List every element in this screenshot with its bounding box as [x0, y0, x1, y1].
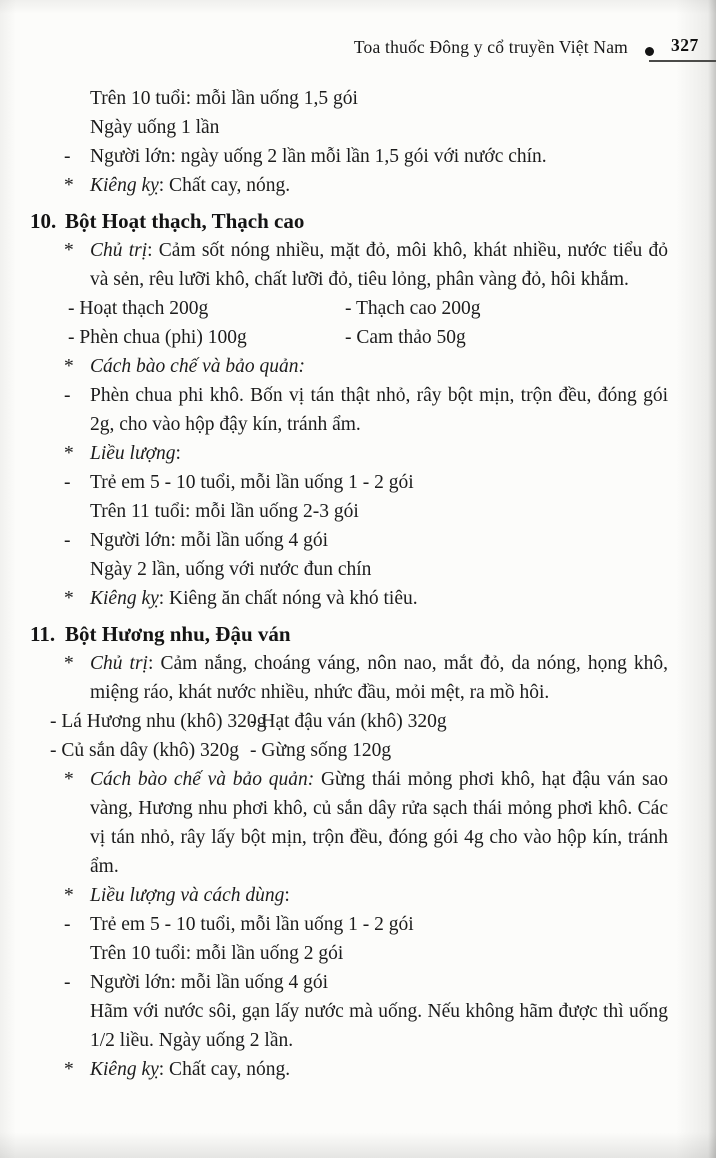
text-line [90, 555, 668, 584]
section-title: Bột Hương nhu, Đậu ván [65, 622, 291, 646]
line-marker: * [64, 240, 74, 261]
line-label: Chủ trị [90, 240, 148, 261]
line-marker: - [64, 972, 71, 993]
line-text: Hãm với nước sôi, gạn lấy nước mà uống. Nếu không hãm được thì uống 1/2 liều. Ngày uống 2 lần. [90, 1001, 668, 1051]
text-line [90, 497, 668, 526]
line-label: Liều lượng [90, 443, 176, 464]
ingredient-right: - Hạt đậu ván (khô) 320g [250, 711, 447, 732]
line-text: Gừng thái mỏng phơi khô, hạt đậu ván sao vàng, Hương nhu phơi khô, củ sắn dây rửa sạch thái mỏng phơi khô. Các vị tán nhỏ, rây lấy bột mịn, trộn đều, đóng gói 4g cho vào hộp kín, tránh ẩm. [90, 769, 669, 877]
line-label: Liều lượng và cách dùng [90, 885, 285, 906]
ingredient-right: - Gừng sống 120g [250, 740, 392, 761]
text-line [64, 968, 668, 997]
line-text: : [284, 885, 290, 906]
text-line [64, 468, 668, 497]
line-marker: - [64, 146, 71, 167]
ingredient-row [68, 323, 668, 352]
text-line [64, 910, 668, 939]
section-number: 10. [30, 209, 57, 233]
text-line [64, 765, 669, 881]
line-label: Chủ trị [90, 653, 148, 674]
text-line [90, 113, 668, 142]
line-marker: * [64, 443, 74, 464]
line-label: Cách bào chế và bảo quản: [90, 356, 305, 377]
line-label: Cách bào chế và bảo quản: [90, 769, 315, 790]
line-marker: * [64, 175, 74, 196]
bullet-icon [645, 47, 654, 56]
line-text: Ngày 2 lần, uống với nước đun chín [90, 559, 372, 580]
section-heading [30, 620, 668, 649]
line-text: : Cảm nắng, choáng váng, nôn nao, mắt đỏ, da nóng, họng khô, miệng ráo, khát nước nhiều, nhức đầu, mỏi mệt, ra mồ hôi. [90, 653, 668, 703]
text-line [90, 939, 668, 968]
ingredient-row [50, 736, 668, 765]
ingredient-left: - Phèn chua (phi) 100g [68, 327, 247, 348]
text-line [64, 142, 668, 171]
ingredient-right: - Thạch cao 200g [345, 298, 481, 319]
section-number: 11. [30, 622, 56, 646]
ingredient-left: - Hoạt thạch 200g [68, 298, 209, 319]
line-text: Trẻ em 5 - 10 tuổi, mỗi lần uống 1 - 2 gói [90, 472, 414, 493]
ingredient-row [50, 707, 668, 736]
line-marker: - [64, 385, 71, 406]
text-line [90, 997, 668, 1055]
line-marker: * [64, 769, 74, 790]
line-label: Kiêng kỵ [90, 1059, 159, 1080]
text-line [64, 881, 668, 910]
page-number: 327 [671, 35, 699, 55]
line-marker: * [64, 1059, 74, 1080]
line-text: Người lớn: mỗi lần uống 4 gói [90, 972, 329, 993]
line-text: : [175, 443, 181, 464]
line-label: Kiêng kỵ [90, 588, 159, 609]
text-line [64, 526, 668, 555]
text-line [64, 1055, 668, 1084]
line-label: Kiêng kỵ [90, 175, 159, 196]
line-marker: * [64, 356, 74, 377]
line-text: : Cảm sốt nóng nhiều, mặt đỏ, môi khô, khát nhiều, nước tiểu đỏ và sẻn, rêu lưỡi khô, chất lưỡi đỏ, tiêu lỏng, phân vàng đỏ, hôi khắm. [90, 240, 669, 290]
line-text: Ngày uống 1 lần [90, 117, 220, 138]
text-line [64, 381, 668, 439]
line-marker: * [64, 885, 74, 906]
header-rule [649, 60, 716, 62]
line-text: Trên 10 tuổi: mỗi lần uống 2 gói [90, 943, 344, 964]
text-line [64, 236, 669, 294]
line-text: Trẻ em 5 - 10 tuổi, mỗi lần uống 1 - 2 gói [90, 914, 414, 935]
text-line [64, 352, 668, 381]
ingredient-left: - Lá Hương nhu (khô) 320g [50, 711, 267, 732]
running-head-title: Toa thuốc Đông y cổ truyền Việt Nam [353, 37, 628, 57]
ingredient-left: - Củ sắn dây (khô) 320g [50, 740, 240, 761]
line-text: : Kiêng ăn chất nóng và khó tiêu. [158, 588, 418, 609]
line-text: Trên 11 tuổi: mỗi lần uống 2-3 gói [90, 501, 359, 522]
section-title: Bột Hoạt thạch, Thạch cao [65, 209, 305, 233]
line-marker: - [64, 472, 71, 493]
line-marker: - [64, 530, 71, 551]
text-line [64, 171, 668, 200]
line-text: : Chất cay, nóng. [158, 175, 291, 196]
text-line [64, 649, 668, 707]
line-marker: * [64, 653, 74, 674]
ingredient-row [68, 294, 668, 323]
line-marker: - [64, 914, 71, 935]
ingredient-right: - Cam thảo 50g [345, 327, 466, 348]
text-line [64, 439, 668, 468]
text-line [64, 584, 668, 613]
content [30, 84, 669, 1084]
text-line [90, 84, 668, 113]
line-text: Phèn chua phi khô. Bốn vị tán thật nhỏ, rây bột mịn, trộn đều, đóng gói 2g, cho vào hộp đậy kín, tránh ẩm. [90, 385, 668, 435]
line-text: Người lớn: ngày uống 2 lần mỗi lần 1,5 gói với nước chín. [90, 146, 547, 167]
line-text: Trên 10 tuổi: mỗi lần uống 1,5 gói [90, 88, 358, 109]
line-text: : Chất cay, nóng. [158, 1059, 291, 1080]
section-heading [30, 207, 668, 236]
line-text: Người lớn: mỗi lần uống 4 gói [90, 530, 329, 551]
line-marker: * [64, 588, 74, 609]
